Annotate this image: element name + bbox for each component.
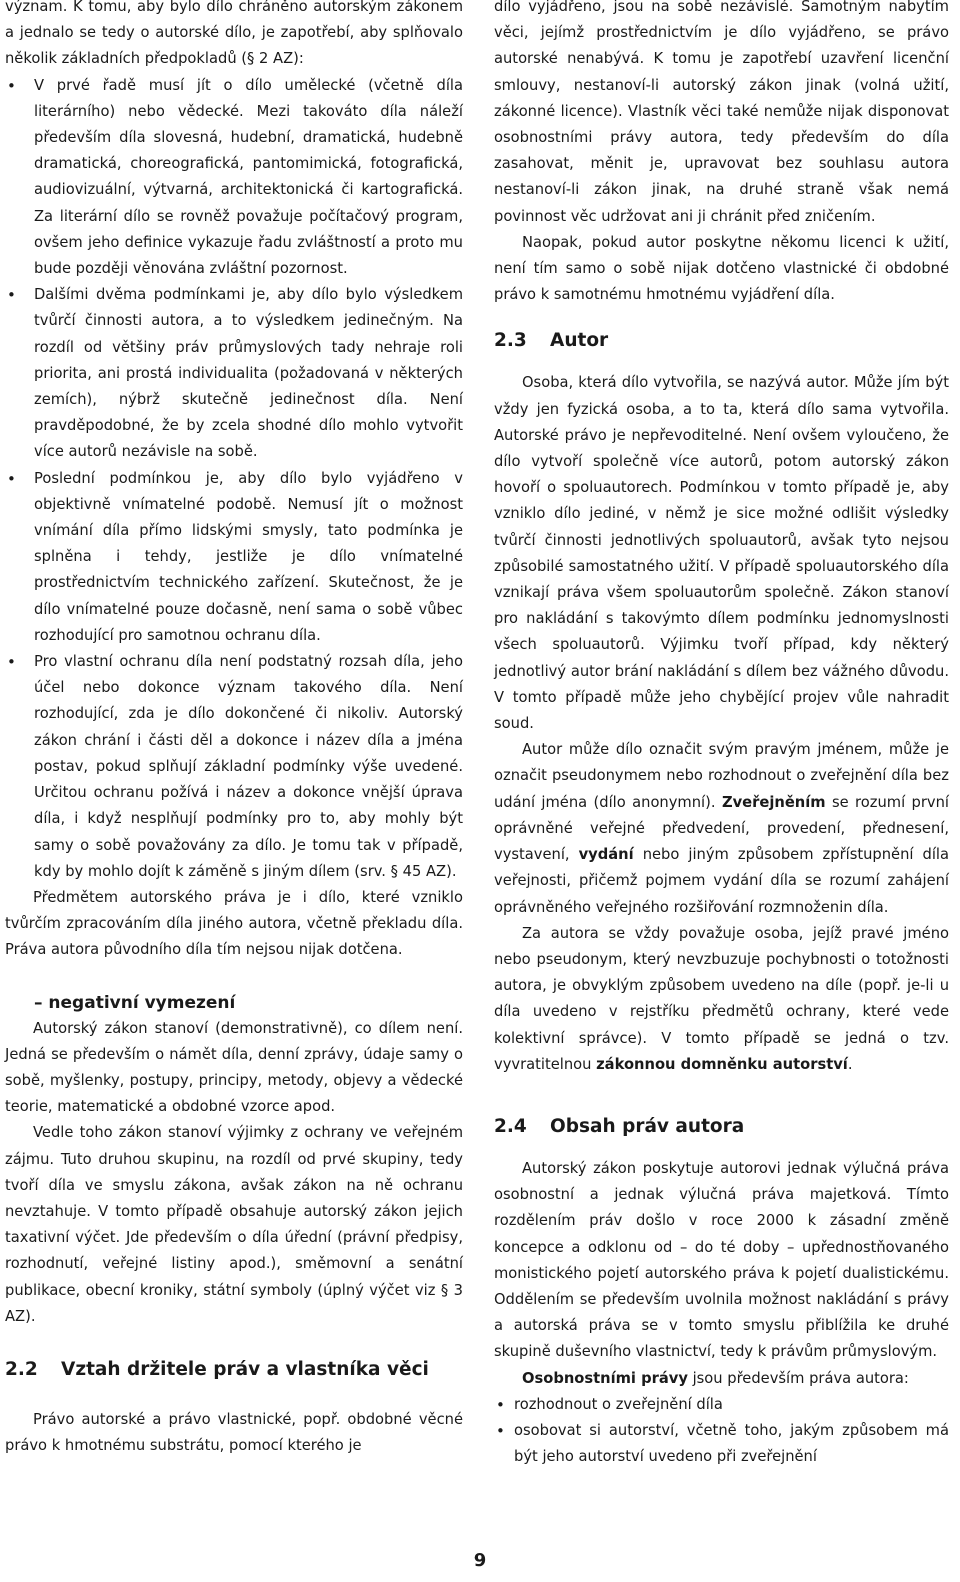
- list-item: • Poslední podmínkou je, aby dílo bylo vyjádřeno v objektivně vnímatelné podobě. Nemusí jít o možnost vnímání díla přímo lidskými smysly, tato podmínka je splněna i tehdy, jestliže je dílo vnímatelné prostřednictvím technického zařízení. Skutečnost, že je dílo vnímatelné pouze dočasně, není sama o sobě vůbec rozhodující pro samotnou ochranu díla.: [5, 466, 463, 649]
- text-run: Za autora se vždy považuje osoba, jejíž pravé jméno nebo pseudonym, který nevzbuzuje pochybnosti o totožnosti autora, je obvyklým způsobem uvedeno na díle (popř. je-li u díla uvedeno v rejstříku předmětů ochrany, které vede kolektivní správce). V tomto případě se jedná o tzv. vyvratitelnou: [494, 924, 949, 1073]
- text-run: nebo jiným způsobem zpřístupnění díla veřejnosti, přičemž pojmem vydání díla se rozumí zahájení oprávněného veřejného rozšiřování rozmnoženin díla.: [494, 846, 949, 916]
- right-column: [494, 0, 949, 1470]
- license-paragraph: Naopak, pokud autor poskytne někomu licenci k užití, není tím samo o sobě nijak dotčeno vlastnické či obdobné právo k samotnému hmotnému vyjádření díla.: [494, 233, 949, 304]
- list-item: • rozhodnout o zveřejnění díla: [494, 1392, 949, 1418]
- intro-paragraph: význam. K tomu, aby bylo dílo chráněno autorským zákonem a jednalo se tedy o autorské dílo, je zapotřebí, aby splňovalo několik základních předpokladů (§ 2 AZ):: [5, 0, 463, 68]
- term-moral-rights: Osobnostními právy: [522, 1369, 688, 1387]
- author-paragraph-1: Osoba, která dílo vytvořila, se nazývá autor. Může jím být vždy jen fyzická osoba, a to ta, která dílo sama vytvořila. Autorské právo je nepřevoditelné. Není ovšem vyloučeno, že dílo vytvoří společně více autorů, potom autorský zákon hovoří o spoluautorech. Podmínkou v tomto případě je, aby vzniklo dílo jediné, v němž je sice možné odlišit výsledky tvůrčí činnosti jednotlivých spoluautorů, avšak tyto nejsou způsobilé samostatného užití. V případě spoluautorského díla vznikají práva všem spoluautorům společně. Zákon stanoví pro nakládání s takovýmto dílem podmínku jednomyslnosti všech spoluautorů. Výjimku tvoří případ, kdy některý jednotlivý autor brání nakládání s dílem bez vážného důvodu. V tomto případě může jeho chybějící projev vůle nahradit soud.: [494, 374, 949, 733]
- section-2-2-paragraph: Právo autorské a právo vlastnické, popř. obdobné věcné právo k hmotnému substrátu, pomocí kterého je: [5, 1410, 463, 1455]
- section-title: Obsah práv autora: [550, 1115, 745, 1137]
- section-number: 2.3: [494, 330, 527, 352]
- text-run: se rozumí první oprávněné veřejné předvedení, provedení, přednesení, vystavení,: [494, 793, 950, 864]
- section-heading-2-4: [494, 1114, 949, 1140]
- text-run: Autor může dílo označit svým pravým jménem, může je označit pseudonymem nebo rozhodnout o zveřejnění díla bez udání jména (dílo anonymní).: [494, 741, 949, 811]
- list-item: • Dalšími dvěma podmínkami je, aby dílo bylo výsledkem tvůrčí činnosti autora, a to výsledkem jedinečným. Na rozdíl od většiny práv průmyslových tady nehraje roli priorita, ani prostá individualita (požadovaná v některých zemích), nýbrž skutečně jedinečnost díla. Není pravděpodobné, že by zcela shodné dílo mohlo vytvořit více autorů nezávisle na sobě.: [5, 282, 463, 465]
- term-issue: vydání: [578, 846, 634, 864]
- section-title: Autor: [550, 330, 609, 352]
- section-heading-2-2: [5, 1357, 463, 1383]
- term-presumption: zákonnou domněnku autorství: [596, 1055, 848, 1073]
- continued-paragraph: dílo vyjádřeno, jsou na sobě nezávislé. Samotným nabytím věci, jejímž prostřednictvím je dílo vyjádřeno, se právo autorské nenabývá. K tomu je zapotřebí uzavření licenční smlouvy, nestanoví-li autorský zákon jinak (volná užití, zákonné licence). Vlastník věci také nemůže nijak disponovat osobnostními právy autora, tedy především do díla zasahovat, měnit je, upravovat bez souhlasu autora nestanoví-li zákon jinak, na druhé straně však nemá povinnost věc udržovat ani ji chránit před zničením.: [494, 0, 949, 225]
- left-column: [5, 0, 463, 1459]
- text-run: .: [847, 1055, 853, 1073]
- rights-content-paragraph: Autorský zákon poskytuje autorovi jednak výlučná práva osobnostní a jednak výlučná práva majetková. Tímto rozdělením práv došlo v roce 2000 k zásadní změně koncepce a odklonu od – do té doby – upřednostňovaného monistického pojetí autorského práva k pojetí dualistickému. Oddělením se především uvolnila možnost nakládání s právy a autorská práva se v tomto smyslu přiblížila ke druhé skupině duševního vlastnictví, tedy k právům průmyslovým.: [494, 1159, 949, 1361]
- text-run: jsou především práva autora:: [687, 1369, 909, 1387]
- derived-work-paragraph: Předmětem autorského práva je i dílo, které vzniklo tvůrčím zpracováním díla jiného autora, včetně překladu díla. Práva autora původního díla tím nejsou nijak dotčena.: [5, 888, 463, 959]
- section-title: Vztah držitele práv a vlastníka věci: [61, 1358, 429, 1380]
- negative-paragraph-2: Vedle toho zákon stanoví výjimky z ochrany ve veřejném zájmu. Tuto druhou skupinu, na rozdíl od prvé skupiny, tedy tvoří díla ve smyslu zákona, avšak zákon na ně ochranu nevztahuje. V tomto případě obsahuje autorský zákon jejich taxativní výčet. Jde především o díla úřední (právní předpisy, rozhodnutí, veřejné listiny apod.), směmovní a senátní publikace, obecní kroniky, státní symboly (úplný výčet viz § 3 AZ).: [5, 1124, 463, 1325]
- negative-paragraph-1: Autorský zákon stanoví (demonstrativně), co dílem není. Jedná se především o námět díla, denní zprávy, údaje samy o sobě, myšlenky, postupy, principy, metody, objevy a vědecké teorie, matematické a obdobné vzorce apod.: [5, 1019, 463, 1116]
- moral-rights-intro: [494, 1366, 949, 1392]
- author-paragraph-2: [494, 737, 949, 920]
- negative-definition-heading: – negativní vymezení: [34, 992, 236, 1013]
- author-paragraph-3: [494, 921, 949, 1078]
- list-item: • V prvé řadě musí jít o dílo umělecké (včetně díla literárního) nebo vědecké. Mezi takováto díla náleží především díla slovesná, hudební, dramatická, hudebně dramatická, choreografická, pantomimická, fotografická, audiovizuální, výtvarná, architektonická či kartografická. Za literární dílo se rovněž považuje počítačový program, ovšem jeho definice vykazuje řadu zvláštností a proto mu bude později věnována zvláštní pozornost.: [5, 73, 463, 283]
- term-publication: Zveřejněním: [721, 793, 826, 811]
- moral-rights-list: [494, 1392, 949, 1471]
- section-heading-2-3: [494, 328, 949, 354]
- list-item: • Pro vlastní ochranu díla není podstatný rozsah díla, jeho účel nebo dokonce význam takového díla. Není rozhodující, zda je dílo dokončené či nikoliv. Autorský zákon chrání i části děl a dokonce i název díla a jména postav, pokud splňují základní podmínky výše uvedené. Určitou ochranu požívá i název a dokonce vnější úprava díla, i když nesplňují podmínky pro to, aby mohly být samy o sobě považovány za dílo. Je tomu tak v případě, kdy by mohlo dojít k záměně s jiným dílem (srv. § 45 AZ).: [5, 649, 463, 885]
- list-item: • osobovat si autorství, včetně toho, jakým způsobem má být jeho autorství uvedeno při zveřejnění: [494, 1418, 949, 1470]
- section-number: 2.4: [494, 1115, 527, 1137]
- requirements-list: [5, 73, 463, 885]
- page-number: 9: [473, 1550, 487, 1571]
- section-number: 2.2: [5, 1358, 38, 1380]
